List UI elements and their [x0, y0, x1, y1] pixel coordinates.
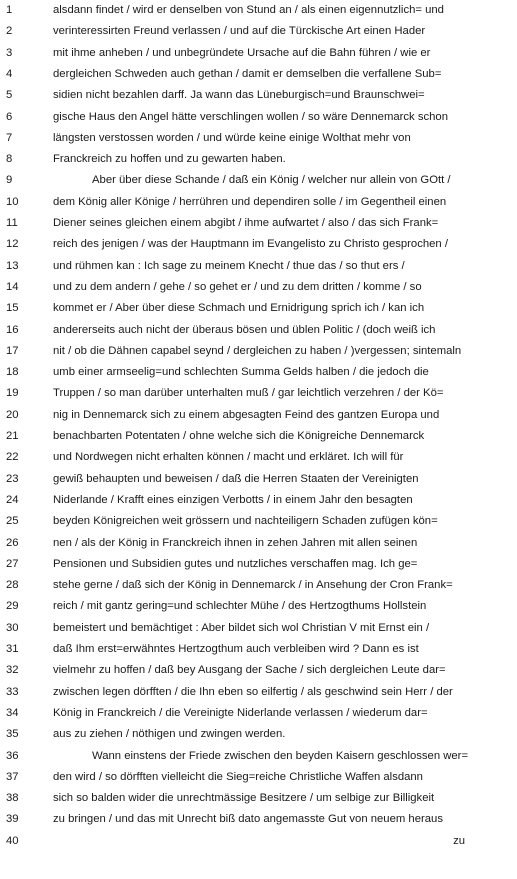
line-number: 14	[6, 280, 19, 293]
document-line	[0, 405, 517, 426]
line-text: Pensionen und Subsidien gutes und nutzliches verschaffen mag. Ich ge=	[53, 557, 418, 570]
document-line	[0, 639, 517, 660]
line-number: 24	[6, 493, 19, 506]
line-text: zu bringen / und das mit Unrecht biß dato angemasste Gut von neuem heraus	[53, 813, 443, 826]
document-line	[0, 0, 517, 21]
document-line	[0, 43, 517, 64]
document-line	[0, 341, 517, 362]
line-text: sich so balden wider die unrechtmässige Besitzere / um selbige zur Billigkeit	[53, 792, 435, 805]
line-number: 38	[6, 792, 19, 805]
line-text: sidien nicht bezahlen darff. Ja wann das Lüneburgisch=und Braunschwei=	[53, 89, 425, 102]
document-line	[0, 724, 517, 745]
line-text: stehe gerne / daß sich der König in Dennemarck / in Ansehung der Cron Frank=	[53, 579, 453, 592]
document-line	[0, 447, 517, 468]
line-text: und zu dem andern / gehe / so gehet er / und zu dem dritten / komme / so	[53, 280, 422, 293]
line-number: 25	[6, 515, 19, 528]
document-line	[0, 746, 517, 767]
line-text: gische Haus den Angel hätte verschlingen wollen / so wäre Dennemarck schon	[53, 110, 448, 123]
document-line	[0, 831, 517, 852]
line-text: und rühmen kan : Ich sage zu meinem Knecht / thue das / so thut ers /	[53, 259, 405, 272]
line-text: zu	[453, 834, 465, 847]
document-line	[0, 107, 517, 128]
document-line	[0, 256, 517, 277]
line-text: umb einer armseelig=und schlechten Summa Gelds halben / die jedoch die	[53, 366, 429, 379]
document-line	[0, 85, 517, 106]
line-number: 31	[6, 643, 19, 655]
document-line	[0, 383, 517, 404]
document-line	[0, 554, 517, 575]
line-text: beyden Königreichen weit grössern und nachteiligern Schaden zufügen kön=	[53, 515, 438, 528]
line-text: vielmehr zu hoffen / daß bey Ausgang der Sache / sich dergleichen Leute dar=	[53, 664, 446, 677]
line-text: mit ihme anheben / und unbegründete Ursache auf die Bahn führen / wie er	[53, 46, 431, 59]
line-number: 4	[6, 67, 13, 80]
line-number: 30	[6, 621, 19, 634]
line-text: alsdann findet / wird er denselben von Stund an / als einen eigennutzlich= und	[53, 4, 444, 16]
line-number: 23	[6, 472, 19, 485]
document-line	[0, 213, 517, 234]
document-line	[0, 533, 517, 554]
line-number: 36	[6, 749, 19, 762]
line-number: 13	[6, 259, 19, 272]
line-number: 10	[6, 195, 19, 208]
document-line	[0, 320, 517, 341]
line-number: 21	[6, 430, 19, 442]
line-number: 22	[6, 451, 19, 464]
document-line	[0, 192, 517, 213]
document-line	[0, 277, 517, 298]
line-text: andererseits auch nicht der überaus bösen und üblen Politic / (doch weiß ich	[53, 323, 436, 336]
line-number: 32	[6, 664, 19, 677]
document-line	[0, 809, 517, 830]
line-number: 8	[6, 153, 13, 166]
document-line	[0, 234, 517, 255]
line-number: 19	[6, 387, 19, 400]
line-number: 1	[6, 4, 13, 16]
document-line	[0, 575, 517, 596]
line-text: den wird / so dörfften vielleicht die Sieg=reiche Christliche Waffen alsdann	[53, 770, 423, 783]
line-number: 29	[6, 600, 19, 613]
document-line	[0, 64, 517, 85]
line-text: Franckreich zu hoffen und zu gewarten haben.	[53, 153, 286, 166]
line-number: 3	[6, 46, 13, 59]
line-number: 12	[6, 238, 19, 251]
document-line	[0, 21, 517, 42]
document-line	[0, 170, 517, 191]
line-text: aus zu ziehen / nöthigen und zwingen werden.	[53, 728, 286, 741]
line-text: verinteressirten Freund verlassen / und auf die Türckische Art einen Hader	[53, 25, 426, 38]
document-line	[0, 682, 517, 703]
line-number: 34	[6, 706, 19, 719]
line-text: Wann einstens der Friede zwischen den beyden Kaisern geschlossen wer=	[92, 749, 469, 762]
document-line	[0, 788, 517, 809]
line-number: 9	[6, 174, 13, 187]
line-number: 15	[6, 302, 19, 315]
line-number: 35	[6, 728, 19, 741]
line-text: gewiß behaupten und beweisen / daß die Herren Staaten der Vereinigten	[53, 472, 419, 485]
line-number: 6	[6, 110, 13, 123]
line-number: 33	[6, 685, 19, 698]
line-text: und Nordwegen nicht erhalten können / macht und erkläret. Ich will für	[53, 451, 404, 464]
line-text: Niderlande / Krafft eines einzigen Verbotts / in einem Jahr den besagten	[53, 493, 413, 506]
line-number: 39	[6, 813, 19, 826]
line-text: bemeistert und bemächtiget : Aber bildet sich wol Christian V mit Ernst ein /	[53, 621, 430, 634]
document-line	[0, 767, 517, 788]
line-number: 17	[6, 344, 19, 357]
line-text: reich des jenigen / was der Hauptmann im Evangelisto zu Christo gesprochen /	[53, 238, 448, 251]
document-line	[0, 362, 517, 383]
line-number: 18	[6, 366, 19, 379]
document-line	[0, 511, 517, 532]
line-number: 40	[6, 834, 19, 847]
line-text: nit / ob die Dähnen capabel seynd / dergleichen zu haben / )vergessen; sintemaln	[53, 344, 462, 357]
line-text: Diener seines gleichen einem abgibt / ihme aufwartet / also / das sich Frank=	[53, 217, 439, 229]
line-text: kommet er / Aber über diese Schmach und Ernidrigung sprich ich / kan ich	[53, 302, 425, 315]
document-line	[0, 490, 517, 511]
line-text: König in Franckreich / die Vereinigte Niderlande verlassen / wiederum dar=	[53, 706, 428, 719]
line-text: zwischen legen dörfften / die Ihn eben so eilfertig / als geschwind sein Herr / der	[53, 685, 453, 698]
line-number: 26	[6, 536, 19, 549]
document-line	[0, 469, 517, 490]
document-line	[0, 660, 517, 681]
document-line	[0, 298, 517, 319]
line-number: 27	[6, 557, 19, 570]
document-line	[0, 426, 517, 447]
line-number: 11	[6, 217, 18, 229]
line-number: 20	[6, 408, 19, 421]
line-text: Truppen / so man darüber unterhalten muß / gar leichtlich verzehren / der Kö=	[53, 387, 444, 400]
document-line	[0, 703, 517, 724]
line-number: 5	[6, 89, 13, 102]
line-text: benachbarten Potentaten / ohne welche sich die Königreiche Dennemarck	[53, 430, 425, 442]
line-number: 7	[6, 131, 13, 144]
line-text: längsten verstossen worden / und würde keine einige Wolthat mehr von	[53, 131, 411, 144]
document-line	[0, 128, 517, 149]
line-number: 2	[6, 25, 13, 38]
line-text: Aber über diese Schande / daß ein König / welcher nur allein von GOtt /	[92, 174, 451, 187]
line-text: nen / als der König in Franckreich ihnen in zehen Jahren mit allen seinen	[53, 536, 418, 549]
line-text: dem König aller Könige / herrühren und dependiren solle / im Gegentheil einen	[53, 195, 447, 208]
line-number: 16	[6, 323, 19, 336]
line-text: dergleichen Schweden auch gethan / damit er demselben die verfallene Sub=	[53, 67, 442, 80]
document-line	[0, 618, 517, 639]
document-line	[0, 596, 517, 617]
line-number: 28	[6, 579, 19, 592]
line-text: reich / mit gantz gering=und schlechter Mühe / des Hertzogthums Hollstein	[53, 600, 427, 613]
line-number: 37	[6, 770, 19, 783]
line-text: nig in Dennemarck sich zu einem abgesagten Feind des gantzen Europa und	[53, 408, 440, 421]
line-text: daß Ihm erst=erwähntes Hertzogthum auch verbleiben wird ? Dann es ist	[53, 643, 419, 655]
document-line	[0, 149, 517, 170]
